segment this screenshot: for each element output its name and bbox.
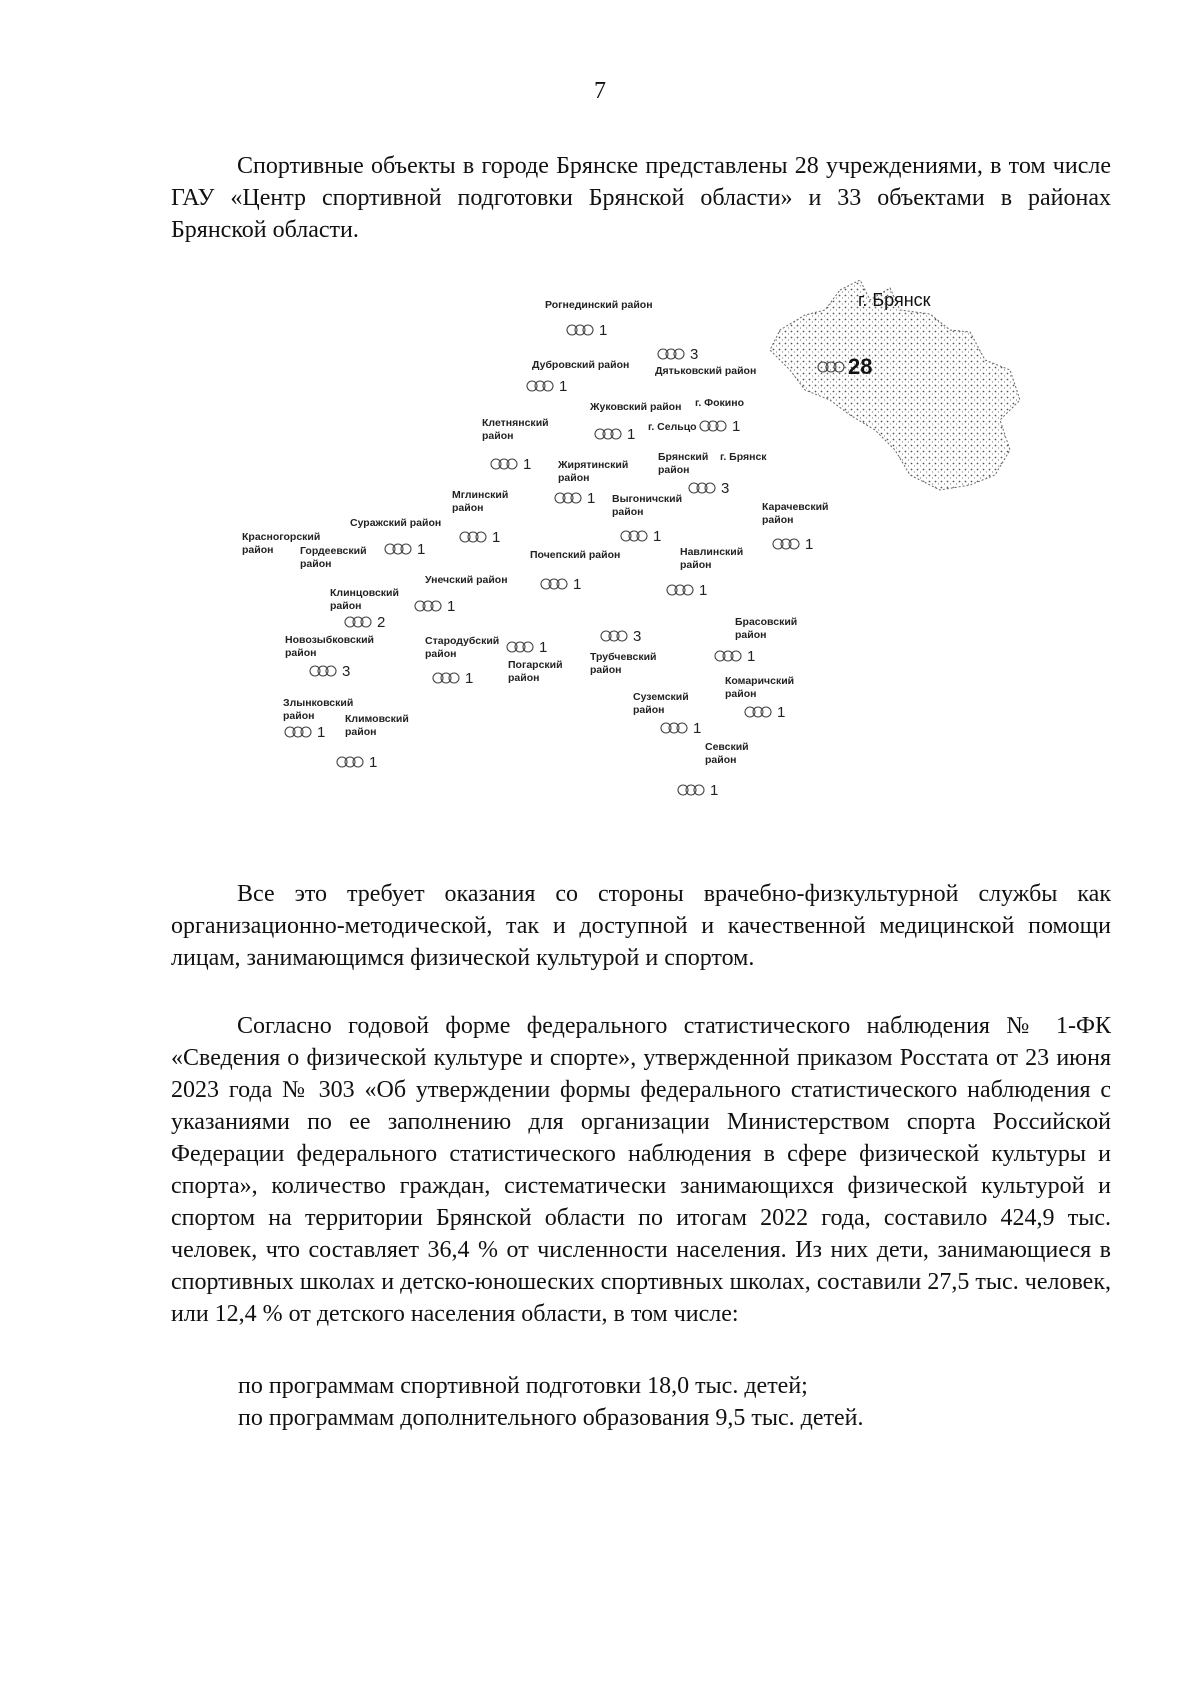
olympic-rings-icon <box>415 601 441 611</box>
olympic-rings-icon <box>667 585 693 595</box>
olympic-rings-icon <box>601 631 627 641</box>
district-count: 1 <box>587 490 596 507</box>
district-count: 2 <box>377 614 386 631</box>
district-marker <box>655 346 756 377</box>
district-marker <box>589 401 681 413</box>
district-marker <box>425 635 499 687</box>
district-count: 3 <box>633 628 642 645</box>
district-name: Погарский район <box>508 659 563 684</box>
olympic-rings-icon <box>661 723 687 733</box>
district-marker <box>415 574 508 615</box>
city-label: г. Брянск <box>858 290 931 310</box>
district-count: 1 <box>699 582 708 599</box>
district-marker <box>612 493 682 545</box>
district-name: Жирятинский район <box>558 459 629 484</box>
district-count: 1 <box>627 426 636 443</box>
olympic-rings-icon <box>715 651 741 661</box>
olympic-rings-icon <box>700 421 726 431</box>
olympic-rings-icon <box>345 617 371 627</box>
district-count: 1 <box>653 528 662 545</box>
district-name: Суражский район <box>350 517 442 529</box>
olympic-rings-icon <box>310 666 336 676</box>
district-marker <box>595 421 697 443</box>
olympic-rings-icon <box>773 539 799 549</box>
district-marker <box>337 713 409 771</box>
paragraph-1: Все это требует оказания со стороны врачебно-физкультурной службы как организационно-методической, так и доступной и качественной медицинской помощи лицам, занимающимся физической культурой и спортом. <box>171 881 1111 971</box>
district-name: Дятьковский район <box>655 365 757 377</box>
district-count: 3 <box>690 346 699 363</box>
district-name: Красногорский район <box>242 531 321 556</box>
district-count: 1 <box>559 378 568 395</box>
olympic-rings-icon <box>567 325 593 335</box>
district-name: Севский район <box>705 741 749 766</box>
district-count: 1 <box>599 322 608 339</box>
district-name: Суземский район <box>633 691 689 716</box>
olympic-rings-icon <box>433 673 459 683</box>
district-name: Злынковский район <box>283 697 354 722</box>
district-count: 1 <box>417 541 426 558</box>
district-name: Клинцовский район <box>330 587 399 612</box>
district-count: 1 <box>447 598 456 615</box>
district-name: Климовский район <box>345 713 409 738</box>
olympic-rings-icon <box>658 349 684 359</box>
olympic-rings-icon <box>745 707 771 717</box>
olympic-rings-icon <box>595 429 621 439</box>
district-marker <box>725 675 794 721</box>
district-marker <box>667 546 743 599</box>
district-name: Навлинский район <box>680 546 744 571</box>
district-count: 1 <box>369 754 378 771</box>
district-count: 1 <box>523 456 532 473</box>
district-name: Брянский район <box>658 451 709 476</box>
district-count: 1 <box>539 639 548 656</box>
district-marker <box>633 691 701 737</box>
district-name: Брасовский район <box>735 616 798 641</box>
district-count: 1 <box>805 536 814 553</box>
district-marker <box>658 451 708 476</box>
district-name: г. Сельцо <box>648 421 697 433</box>
district-count: 1 <box>710 782 719 799</box>
olympic-rings-icon <box>541 579 567 589</box>
district-name: Унечский район <box>425 574 508 586</box>
district-name: Рогнединский район <box>545 299 653 311</box>
district-name: Почепский район <box>530 549 621 561</box>
district-name: Новозыбковский район <box>285 634 374 659</box>
district-marker <box>350 517 441 529</box>
district-name: Выгоничский район <box>612 493 683 518</box>
district-marker <box>285 634 374 680</box>
district-marker <box>678 741 749 799</box>
city-count: 28 <box>848 354 873 379</box>
district-marker <box>452 489 508 546</box>
district-marker <box>762 501 829 553</box>
district-count: 1 <box>465 670 474 687</box>
district-marker <box>507 639 563 684</box>
district-name: Комаричский район <box>725 675 795 700</box>
district-marker <box>590 628 657 676</box>
bryansk-city-outline <box>770 280 1020 490</box>
district-count: 1 <box>732 418 741 435</box>
district-name: Жуковский район <box>590 401 682 413</box>
list-line-1: по программам спортивной подготовки 18,0 тыс. детей; <box>238 1373 808 1399</box>
paragraph-2: Согласно годовой форме федерального статистического наблюдения № 1-ФК «Сведения о физической культуре и спорте», утвержденной приказом Росстата от 23 июня 2023 года № 303 «Об утверждении формы федерального статистического наблюдения с указаниями по ее заполнению для организации Министерством спорта Российской Федерации федерального статистического наблюдения в сфере физической культуры и спорта», количество граждан, систематически занимающихся физической культурой и спортом на территории Брянской области по итогам 2022 года, составило 424,9 тыс. человек, что составляет 36,4 % от численности населения. Из них дети, занимающиеся в спортивных школах и детско-юношеских спортивных школах, составили 27,5 тыс. человек, или 12,4 % от детского населения области, в том числе: <box>171 1013 1111 1327</box>
olympic-rings-icon <box>507 642 533 652</box>
district-name: Дубровский район <box>532 359 630 371</box>
district-name: Стародубский район <box>425 635 500 660</box>
district-marker <box>695 397 744 435</box>
district-count: 1 <box>693 720 702 737</box>
district-name: Клетнянский район <box>482 417 549 442</box>
olympic-rings-icon <box>678 785 704 795</box>
intro-paragraph: Спортивные объекты в городе Брянске представлены 28 учреждениями, в том числе ГАУ «Центр спортивной подготовки Брянской области» и 33 объектами в районах Брянской области. <box>171 153 1111 243</box>
district-name: Карачевский район <box>762 501 829 526</box>
district-name: Гордеевский район <box>300 545 367 570</box>
district-name: Мглинский район <box>452 489 509 514</box>
district-count: 1 <box>747 648 756 665</box>
district-name: г. Фокино <box>695 397 744 409</box>
district-name: г. Брянск <box>720 451 767 463</box>
district-marker <box>482 417 549 473</box>
district-count: 1 <box>317 724 326 741</box>
olympic-rings-icon <box>337 757 363 767</box>
olympic-rings-icon <box>385 544 411 554</box>
district-name: Трубчевский район <box>590 651 657 676</box>
district-marker <box>330 587 399 631</box>
district-count: 1 <box>573 576 582 593</box>
district-marker <box>715 616 797 665</box>
district-marker <box>283 697 353 741</box>
district-count: 1 <box>492 529 501 546</box>
olympic-rings-icon <box>285 727 311 737</box>
district-marker <box>300 541 425 570</box>
olympic-rings-icon <box>460 532 486 542</box>
olympic-rings-icon <box>491 459 517 469</box>
district-marker <box>527 359 629 395</box>
district-count: 1 <box>777 704 786 721</box>
district-count: 3 <box>342 663 351 680</box>
list-line-2: по программам дополнительного образования 9,5 тыс. детей. <box>238 1405 864 1431</box>
olympic-rings-icon <box>621 531 647 541</box>
page-number: 7 <box>594 78 606 104</box>
district-marker <box>530 549 620 593</box>
district-marker <box>545 299 653 339</box>
olympic-rings-icon <box>527 381 553 391</box>
olympic-rings-icon <box>689 483 715 493</box>
olympic-rings-icon <box>555 493 581 503</box>
district-count: 3 <box>721 480 730 497</box>
